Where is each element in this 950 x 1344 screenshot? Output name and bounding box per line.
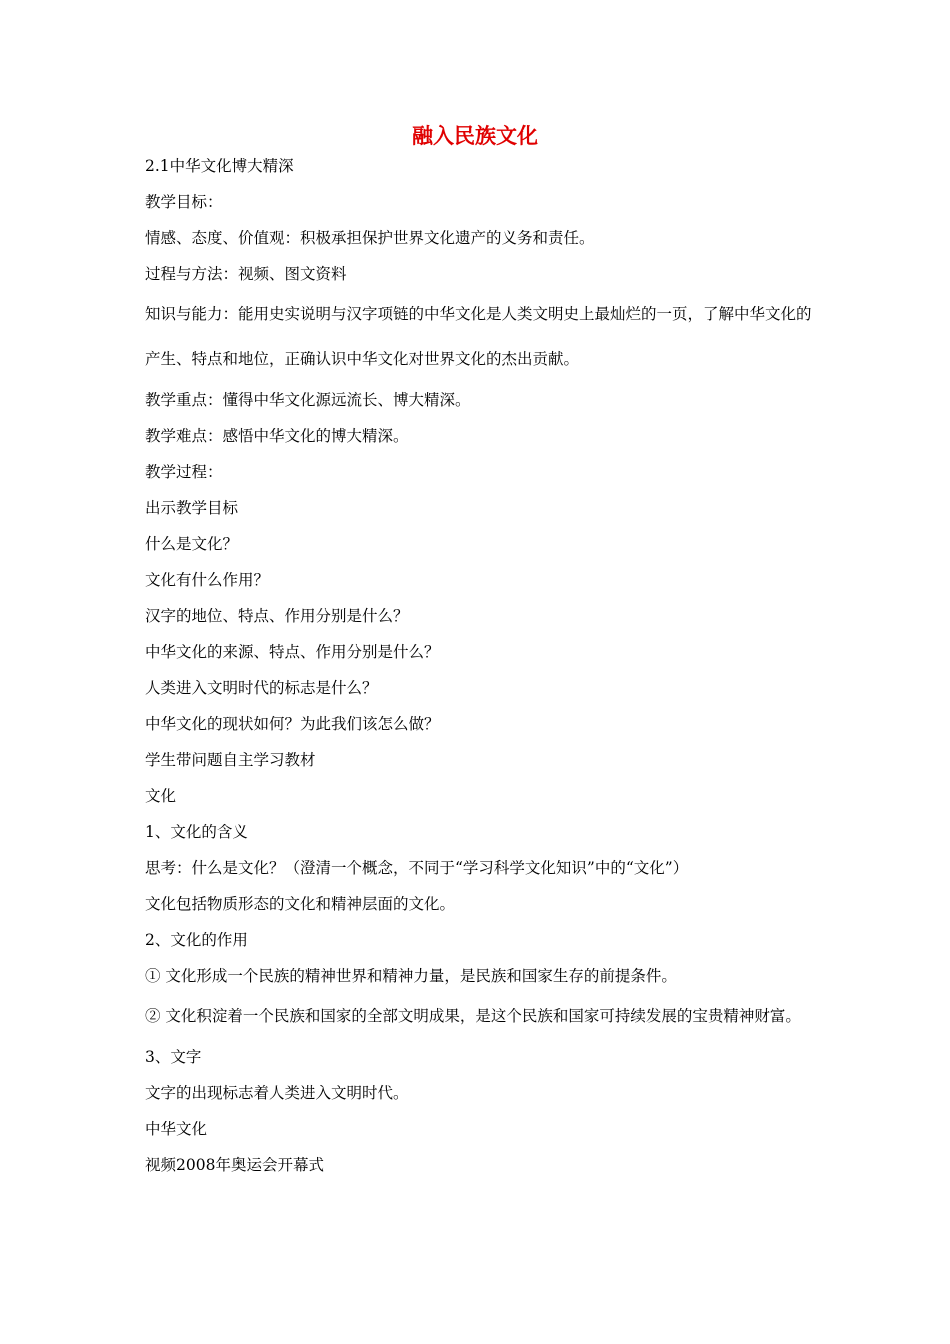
paragraph: 文化 [145, 787, 177, 805]
paragraph: ② 文化积淀着一个民族和国家的全部文明成果，是这个民族和国家可持续发展的宝贵精神财富。 [145, 1007, 801, 1025]
paragraph: 中华文化 [145, 1120, 208, 1138]
paragraph: 文字的出现标志着人类进入文明时代。 [145, 1084, 409, 1102]
paragraph: 学生带问题自主学习教材 [145, 751, 316, 769]
paragraph: 3、文字 [145, 1048, 202, 1066]
paragraph: 思考：什么是文化？（澄清一个概念，不同于“学习科学文化知识”中的“文化”） [145, 859, 689, 877]
paragraph: 什么是文化？ [145, 535, 239, 553]
paragraph: 知识与能力：能用史实说明与汉字项链的中华文化是人类文明史上最灿烂的一页，了解中华文化的产生、特点和地位，正确认识中华文化对世界文化的杰出贡献。 [145, 305, 812, 368]
paragraph: 汉字的地位、特点、作用分别是什么？ [145, 607, 409, 625]
paragraph: 1、文化的含义 [145, 823, 248, 841]
paragraph: 2、文化的作用 [145, 931, 248, 949]
paragraph: 视频2008年奥运会开幕式 [145, 1156, 324, 1174]
paragraph: 过程与方法：视频、图文资料 [145, 265, 347, 283]
paragraph: 中华文化的来源、特点、作用分别是什么？ [145, 643, 440, 661]
section-heading: 2.1中华文化博大精深 [145, 157, 294, 175]
paragraph: ① 文化形成一个民族的精神世界和精神力量，是民族和国家生存的前提条件。 [145, 967, 677, 985]
paragraph: 文化包括物质形态的文化和精神层面的文化。 [145, 895, 456, 913]
paragraph: 教学重点：懂得中华文化源远流长、博大精深。 [145, 391, 471, 409]
paragraph: 出示教学目标 [145, 499, 239, 517]
document-body [145, 148, 815, 1183]
paragraph: 人类进入文明时代的标志是什么？ [145, 679, 378, 697]
document-title: 融入民族文化 [412, 123, 538, 148]
paragraph: 文化有什么作用？ [145, 571, 270, 589]
paragraph: 中华文化的现状如何？为此我们该怎么做？ [145, 715, 440, 733]
paragraph: 教学过程： [145, 463, 223, 481]
paragraph: 教学目标： [145, 193, 223, 211]
paragraph: 教学难点：感悟中华文化的博大精深。 [145, 427, 409, 445]
paragraph: 情感、态度、价值观：积极承担保护世界文化遗产的义务和责任。 [145, 229, 595, 247]
